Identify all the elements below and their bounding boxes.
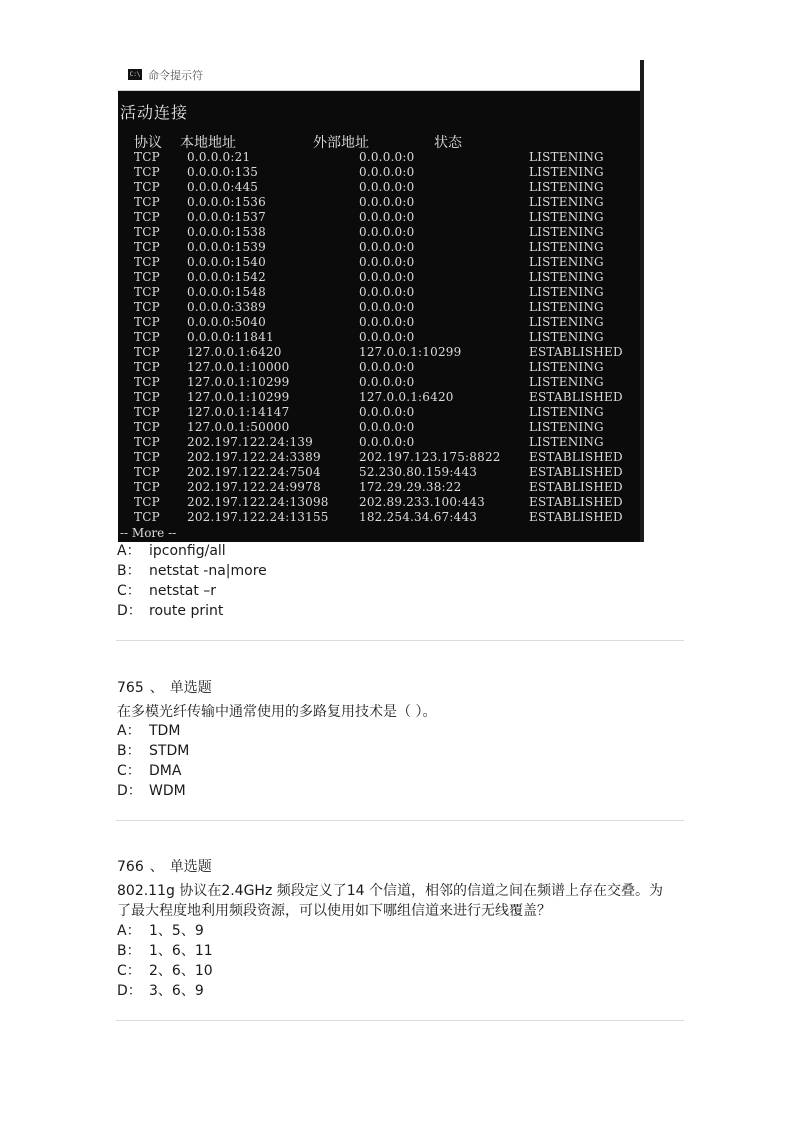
row-foreign-address: 0.0.0.0:0 (359, 285, 415, 299)
question-type: 单选题 (169, 859, 212, 875)
q766-stem-line1: 802.11g 协议在2.4GHz 频段定义了14 个信道，相邻的信道之间在频谱上存在交叠。为 (117, 883, 664, 899)
row-protocol: TCP (134, 165, 160, 179)
row-foreign-address: 127.0.0.1:10299 (359, 345, 462, 359)
row-state: ESTABLISHED (529, 345, 623, 359)
row-protocol: TCP (134, 210, 160, 224)
row-state: ESTABLISHED (529, 465, 623, 479)
row-state: LISTENING (529, 300, 604, 314)
col-protocol: 协议 (134, 135, 162, 151)
option-letter: C： (117, 583, 141, 599)
row-state: ESTABLISHED (529, 390, 623, 404)
cmd-title: 命令提示符 (148, 69, 203, 82)
row-state: ESTABLISHED (529, 480, 623, 494)
option-letter: A： (117, 923, 141, 939)
row-foreign-address: 127.0.0.1:6420 (359, 390, 454, 404)
row-foreign-address: 0.0.0.0:0 (359, 375, 415, 389)
row-local-address: 0.0.0.0:1548 (187, 285, 266, 299)
row-local-address: 0.0.0.0:21 (187, 150, 251, 164)
table-row (118, 285, 640, 300)
row-protocol: TCP (134, 240, 160, 254)
row-local-address: 202.197.122.24:3389 (187, 450, 321, 464)
row-local-address: 127.0.0.1:10299 (187, 375, 290, 389)
table-row (118, 225, 640, 240)
row-local-address: 0.0.0.0:1540 (187, 255, 266, 269)
row-local-address: 202.197.122.24:7504 (187, 465, 321, 479)
row-protocol: TCP (134, 330, 160, 344)
row-protocol: TCP (134, 345, 160, 359)
q765-stem: 在多模光纤传输中通常使用的多路复用技术是（ ）。 (117, 704, 437, 720)
row-state: LISTENING (529, 315, 604, 329)
row-protocol: TCP (134, 420, 160, 434)
option-letter: B： (117, 943, 141, 959)
row-protocol: TCP (134, 315, 160, 329)
table-row (118, 255, 640, 270)
q765-option-b (117, 741, 189, 761)
row-foreign-address: 0.0.0.0:0 (359, 180, 415, 194)
option-text: 2、6、10 (149, 963, 213, 979)
row-state: LISTENING (529, 180, 604, 194)
row-local-address: 202.197.122.24:13098 (187, 495, 329, 509)
table-row (118, 375, 640, 390)
row-local-address: 0.0.0.0:1536 (187, 195, 266, 209)
question-separator: 、 (149, 680, 164, 696)
row-state: LISTENING (529, 405, 604, 419)
q766-option-c (117, 961, 213, 981)
divider (116, 640, 684, 641)
row-state: LISTENING (529, 330, 604, 344)
row-protocol: TCP (134, 150, 160, 164)
option-letter: D： (117, 783, 142, 799)
more-prompt: -- More -- (120, 526, 177, 540)
option-letter: C： (117, 963, 141, 979)
row-foreign-address: 202.89.233.100:443 (359, 495, 485, 509)
q765-option-d (117, 781, 186, 801)
row-foreign-address: 0.0.0.0:0 (359, 210, 415, 224)
row-local-address: 0.0.0.0:5040 (187, 315, 266, 329)
divider (116, 820, 684, 821)
q764-option-c (117, 581, 216, 601)
option-text: TDM (149, 723, 181, 739)
table-row (118, 420, 640, 435)
option-text: WDM (149, 783, 186, 799)
row-local-address: 127.0.0.1:14147 (187, 405, 290, 419)
command-prompt-screenshot (118, 60, 644, 542)
row-foreign-address: 182.254.34.67:443 (359, 510, 478, 524)
row-state: LISTENING (529, 225, 604, 239)
row-state: ESTABLISHED (529, 450, 623, 464)
row-state: ESTABLISHED (529, 495, 623, 509)
table-row (118, 315, 640, 330)
row-foreign-address: 0.0.0.0:0 (359, 435, 415, 449)
row-protocol: TCP (134, 435, 160, 449)
table-row (118, 180, 640, 195)
row-foreign-address: 0.0.0.0:0 (359, 255, 415, 269)
divider (116, 1020, 684, 1021)
row-state: LISTENING (529, 150, 604, 164)
table-row (118, 390, 640, 405)
table-row (118, 435, 640, 450)
row-state: LISTENING (529, 270, 604, 284)
row-local-address: 127.0.0.1:10000 (187, 360, 290, 374)
option-text: DMA (149, 763, 182, 779)
q766-option-a (117, 921, 204, 941)
option-text: ipconfig/all (149, 543, 226, 559)
option-text: netstat -na|more (149, 563, 267, 579)
row-local-address: 0.0.0.0:445 (187, 180, 259, 194)
option-letter: D： (117, 983, 142, 999)
row-protocol: TCP (134, 360, 160, 374)
q765-header (117, 678, 212, 698)
q766-option-b (117, 941, 213, 961)
row-local-address: 0.0.0.0:3389 (187, 300, 266, 314)
option-text: 1、6、11 (149, 943, 213, 959)
row-foreign-address: 0.0.0.0:0 (359, 420, 415, 434)
row-protocol: TCP (134, 405, 160, 419)
row-foreign-address: 0.0.0.0:0 (359, 405, 415, 419)
row-state: ESTABLISHED (529, 510, 623, 524)
row-protocol: TCP (134, 225, 160, 239)
row-local-address: 0.0.0.0:11841 (187, 330, 274, 344)
row-state: LISTENING (529, 435, 604, 449)
option-text: 3、6、9 (149, 983, 204, 999)
row-foreign-address: 0.0.0.0:0 (359, 315, 415, 329)
col-state: 状态 (434, 135, 462, 151)
row-protocol: TCP (134, 390, 160, 404)
table-row (118, 270, 640, 285)
q766-option-d (117, 981, 204, 1001)
row-foreign-address: 0.0.0.0:0 (359, 240, 415, 254)
row-local-address: 202.197.122.24:139 (187, 435, 313, 449)
table-row (118, 240, 640, 255)
row-protocol: TCP (134, 180, 160, 194)
table-row (118, 330, 640, 345)
row-foreign-address: 0.0.0.0:0 (359, 360, 415, 374)
row-local-address: 0.0.0.0:1539 (187, 240, 266, 254)
q764-option-d (117, 601, 223, 621)
option-letter: D： (117, 603, 142, 619)
row-foreign-address: 0.0.0.0:0 (359, 150, 415, 164)
table-row (118, 300, 640, 315)
table-row (118, 465, 640, 480)
q764-option-a (117, 541, 226, 561)
row-state: LISTENING (529, 255, 604, 269)
row-local-address: 127.0.0.1:50000 (187, 420, 290, 434)
row-foreign-address: 0.0.0.0:0 (359, 270, 415, 284)
row-local-address: 202.197.122.24:9978 (187, 480, 321, 494)
row-foreign-address: 0.0.0.0:0 (359, 330, 415, 344)
table-row (118, 510, 640, 525)
row-state: LISTENING (529, 360, 604, 374)
q765-option-c (117, 761, 181, 781)
question-number: 765 (117, 680, 144, 696)
table-row (118, 165, 640, 180)
table-row (118, 480, 640, 495)
row-protocol: TCP (134, 255, 160, 269)
row-foreign-address: 0.0.0.0:0 (359, 195, 415, 209)
table-row (118, 360, 640, 375)
row-local-address: 127.0.0.1:6420 (187, 345, 282, 359)
row-foreign-address: 0.0.0.0:0 (359, 225, 415, 239)
row-protocol: TCP (134, 450, 160, 464)
row-foreign-address: 172.29.29.38:22 (359, 480, 462, 494)
q766-header (117, 857, 212, 877)
row-protocol: TCP (134, 495, 160, 509)
row-protocol: TCP (134, 270, 160, 284)
row-local-address: 202.197.122.24:13155 (187, 510, 329, 524)
row-protocol: TCP (134, 300, 160, 314)
q766-stem-line2: 了最大程度地利用频段资源，可以使用如下哪组信道来进行无线覆盖？ (117, 903, 551, 919)
question-separator: 、 (149, 859, 164, 875)
option-letter: A： (117, 723, 141, 739)
row-local-address: 0.0.0.0:1537 (187, 210, 266, 224)
row-state: LISTENING (529, 285, 604, 299)
table-row (118, 195, 640, 210)
row-protocol: TCP (134, 510, 160, 524)
q764-option-b (117, 561, 267, 581)
active-connections-heading: 活动连接 (120, 103, 189, 122)
row-state: LISTENING (529, 420, 604, 434)
row-foreign-address: 52.230.80.159:443 (359, 465, 478, 479)
col-local-address: 本地地址 (180, 135, 236, 151)
q765-option-a (117, 721, 180, 741)
option-text: route print (149, 603, 224, 619)
row-local-address: 0.0.0.0:1542 (187, 270, 266, 284)
table-row (118, 405, 640, 420)
connections-header-row (118, 132, 640, 150)
option-letter: C： (117, 763, 141, 779)
option-text: netstat –r (149, 583, 217, 599)
row-foreign-address: 0.0.0.0:0 (359, 165, 415, 179)
cmd-window-icon: C:\ (129, 71, 141, 78)
row-local-address: 0.0.0.0:135 (187, 165, 259, 179)
row-state: LISTENING (529, 375, 604, 389)
option-letter: B： (117, 563, 141, 579)
col-foreign-address: 外部地址 (313, 135, 369, 151)
option-text: 1、5、9 (149, 923, 204, 939)
cmd-titlebar (118, 60, 640, 91)
row-state: LISTENING (529, 210, 604, 224)
row-state: LISTENING (529, 195, 604, 209)
table-row (118, 345, 640, 360)
row-local-address: 0.0.0.0:1538 (187, 225, 266, 239)
connections-table (118, 150, 640, 525)
table-row (118, 450, 640, 465)
option-letter: A： (117, 543, 141, 559)
row-protocol: TCP (134, 375, 160, 389)
table-row (118, 150, 640, 165)
row-protocol: TCP (134, 465, 160, 479)
option-letter: B： (117, 743, 141, 759)
table-row (118, 495, 640, 510)
option-text: STDM (149, 743, 190, 759)
row-state: LISTENING (529, 165, 604, 179)
row-protocol: TCP (134, 195, 160, 209)
row-protocol: TCP (134, 480, 160, 494)
question-number: 766 (117, 859, 144, 875)
row-foreign-address: 202.197.123.175:8822 (359, 450, 501, 464)
row-protocol: TCP (134, 285, 160, 299)
table-row (118, 210, 640, 225)
question-type: 单选题 (169, 680, 212, 696)
row-state: LISTENING (529, 240, 604, 254)
row-local-address: 127.0.0.1:10299 (187, 390, 290, 404)
row-foreign-address: 0.0.0.0:0 (359, 300, 415, 314)
